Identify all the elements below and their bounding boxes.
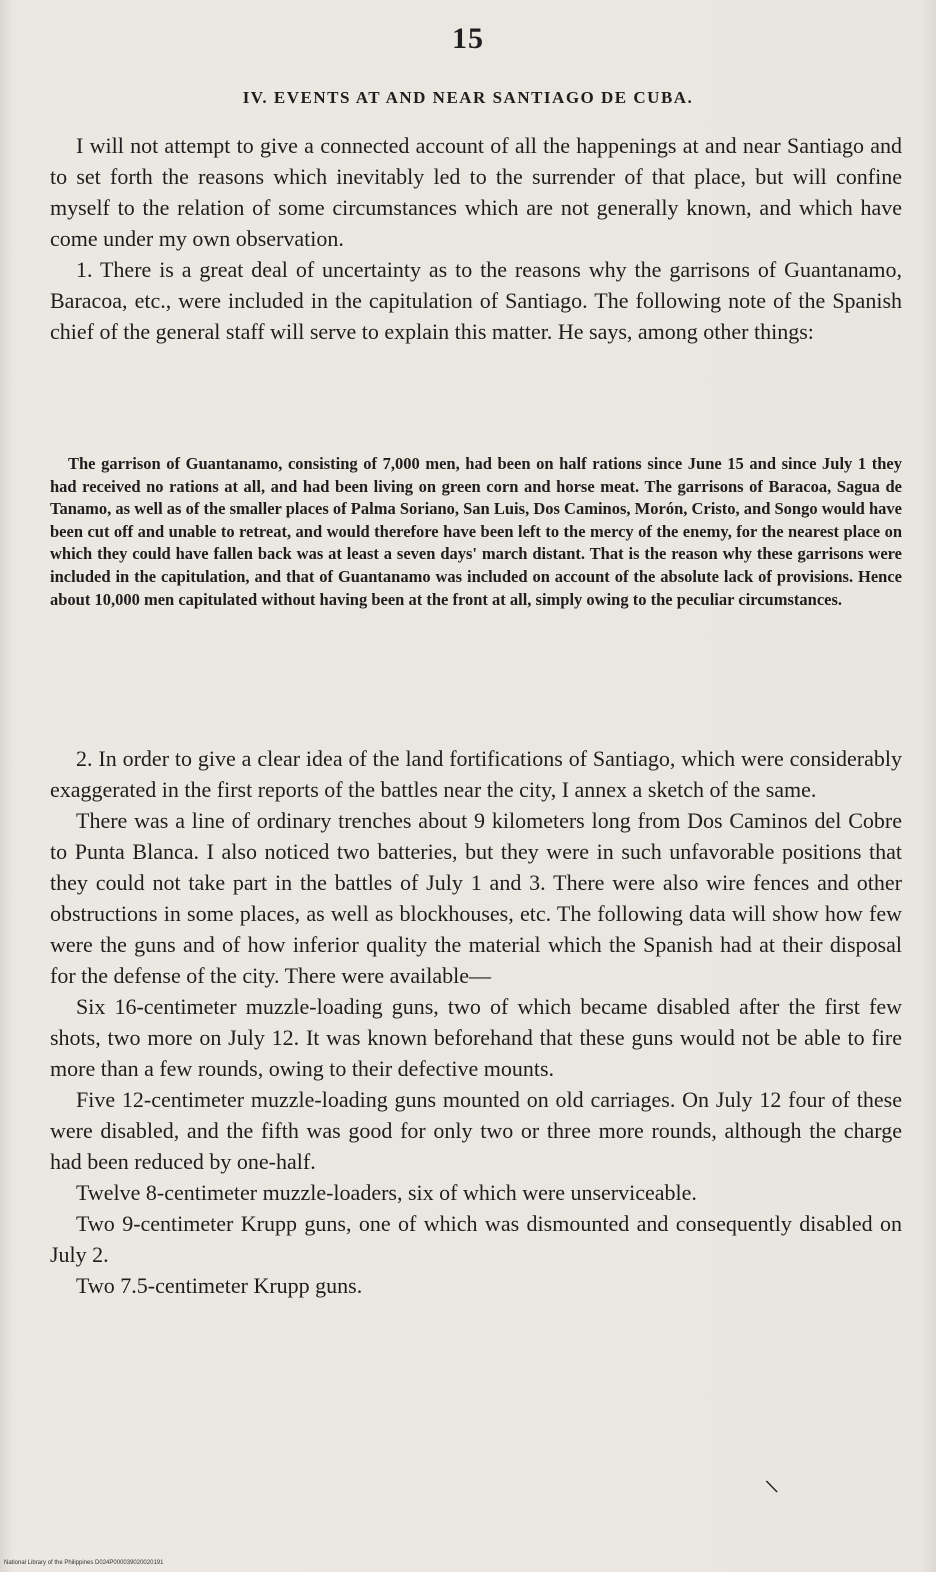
paragraph: Two 9-centimeter Krupp guns, one of which was dismounted and consequently disabled on July 2. — [50, 1211, 902, 1267]
intro-text-block — [50, 130, 902, 347]
paragraph: I will not attempt to give a connected account of all the happenings at and near Santiago and to set forth the reasons which inevitably led to the surrender of that place, but will confine myself to the relation of some circumstances which are not generally known, and which have come under my own observation. — [50, 133, 902, 251]
paragraph: 1. There is a great deal of uncertainty as to the reasons why the garrisons of Guantanamo, Baracoa, etc., were included in the capitulation of Santiago. The following note of the Spanish chief of the general staff will serve to explain this matter. He says, among other things: — [50, 257, 902, 344]
main-text-block — [50, 743, 902, 1301]
page-number: 15 — [452, 22, 484, 55]
footer-scan-label: National Library of the Philippines D024P000039020020191 — [4, 1560, 164, 1566]
ink-speck: \ — [763, 1473, 780, 1499]
section-title: IV. EVENTS AT AND NEAR SANTIAGO DE CUBA. — [242, 88, 694, 107]
paragraph: Two 7.5-centimeter Krupp guns. — [76, 1273, 363, 1298]
paragraph: There was a line of ordinary trenches about 9 kilometers long from Dos Caminos del Cobre to Punta Blanca. I also noticed two batteries, but they were in such unfavorable positions that they could not take part in the battles of July 1 and 3. There were also wire fences and other obstructions in some places, as well as blockhouses, etc. The following data will show how few were the guns and of how inferior quality the material which the Spanish had at their disposal for the defense of the city. There were available— — [50, 808, 902, 988]
paragraph: Five 12-centimeter muzzle-loading guns mounted on old carriages. On July 12 four of these were disabled, and the fifth was good for only two or three more rounds, although the charge had been reduced by one-half. — [50, 1087, 902, 1174]
paragraph: 2. In order to give a clear idea of the land fortifications of Santiago, which were considerably exaggerated in the first reports of the battles near the city, I annex a sketch of the same. — [50, 746, 902, 802]
paragraph: Six 16-centimeter muzzle-loading guns, two of which became disabled after the first few shots, two more on July 12. It was known beforehand that these guns would not be able to fire more than a few rounds, owing to their defective mounts. — [50, 994, 902, 1081]
paragraph: Twelve 8-centimeter muzzle-loaders, six of which were unserviceable. — [76, 1180, 697, 1205]
quoted-note: The garrison of Guantanamo, consisting of 7,000 men, had been on half rations since June 15 and since July 1 they had received no rations at all, and had been living on green corn and horse meat. The garrisons of Baracoa, Sagua de Tanamo, as well as of the smaller places of Palma Soriano, San Luis, Dos Caminos, Morón, Cristo, and Songo would have been cut off and unable to retreat, and would therefore have been left to the mercy of the enemy, for the nearest place on which they could have fallen back was at least a seven days' march distant. That is the reason why these garrisons were included in the capitulation, and that of Guantanamo was included on account of the absolute lack of provisions. Hence about 10,000 men capitulated without having been at the front at all, simply owing to the peculiar circumstances. — [50, 454, 902, 609]
